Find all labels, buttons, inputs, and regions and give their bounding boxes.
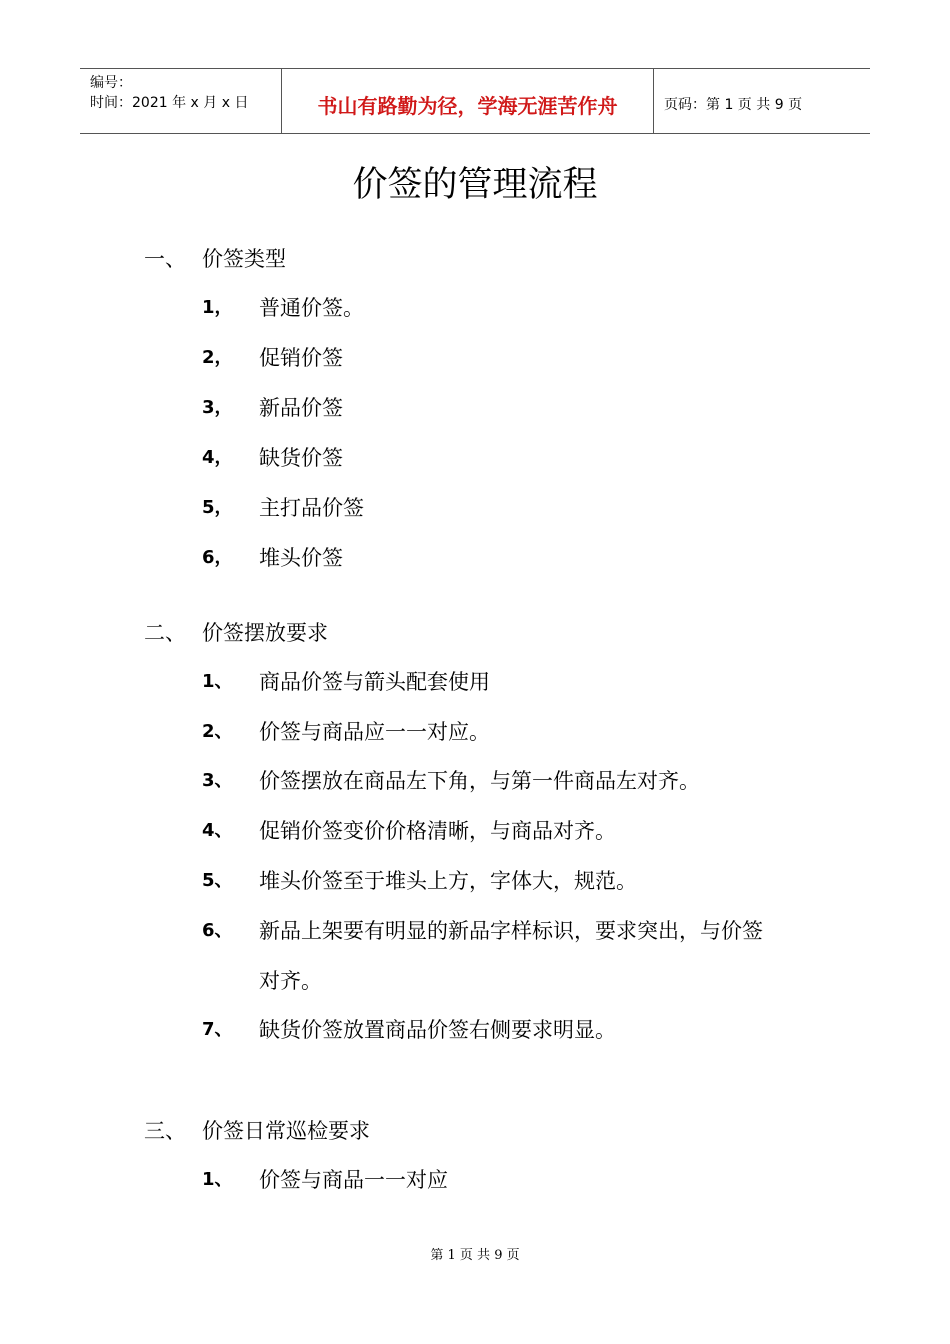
item-number: 4、 (202, 820, 233, 841)
section-title: 价签类型 (202, 247, 286, 271)
item-number: 1、 (202, 1169, 233, 1190)
item-text: 价签与商品一一对应 (259, 1168, 448, 1192)
item-number: 7、 (202, 1019, 233, 1040)
item-number: 6、 (202, 920, 233, 941)
item-text: 普通价签。 (259, 296, 364, 320)
item-text: 价签摆放在商品左下角，与第一件商品左对齐。 (259, 769, 700, 793)
item-number: 1， (202, 297, 233, 318)
page-footer: 第 1 页 共 9 页 (430, 1248, 520, 1263)
item-number: 5、 (202, 870, 233, 891)
item-text: 促销价签 (259, 346, 343, 370)
page-header (80, 68, 870, 134)
item-text: 商品价签与箭头配套使用 (259, 670, 490, 694)
item-text: 促销价签变价价格清晰，与商品对齐。 (259, 819, 616, 843)
item-text: 新品价签 (259, 396, 343, 420)
section-title: 价签摆放要求 (202, 621, 328, 645)
item-number: 2， (202, 347, 233, 368)
item-number: 1、 (202, 671, 233, 692)
section-number: 二、 (144, 621, 186, 645)
item-text: 对齐。 (259, 969, 322, 993)
document-title: 价签的管理流程 (352, 165, 598, 205)
item-number: 3、 (202, 770, 233, 791)
item-number: 5， (202, 497, 233, 518)
item-number: 3， (202, 397, 233, 418)
section-title: 价签日常巡检要求 (202, 1119, 370, 1143)
header-motto: 书山有路勤为径，学海无涯苦作舟 (282, 69, 654, 133)
section-number: 三、 (144, 1119, 186, 1143)
number-label: 编号： (90, 75, 132, 91)
item-text: 缺货价签 (259, 446, 343, 470)
header-meta (80, 69, 282, 133)
item-text: 缺货价签放置商品价签右侧要求明显。 (259, 1018, 616, 1042)
item-text: 新品上架要有明显的新品字样标识，要求突出，与价签 (259, 919, 763, 943)
item-text: 主打品价签 (259, 496, 364, 520)
item-number: 6， (202, 547, 233, 568)
item-number: 4， (202, 447, 233, 468)
item-text: 堆头价签至于堆头上方，字体大，规范。 (259, 869, 637, 893)
item-text: 堆头价签 (259, 546, 343, 570)
item-number: 2、 (202, 721, 233, 742)
section-number: 一、 (144, 247, 186, 271)
item-text: 价签与商品应一一对应。 (259, 720, 490, 744)
header-page-info: 页码：第 1 页 共 9 页 (664, 97, 803, 113)
time-label: 时间：2021 年 x 月 x 日 (90, 95, 249, 111)
